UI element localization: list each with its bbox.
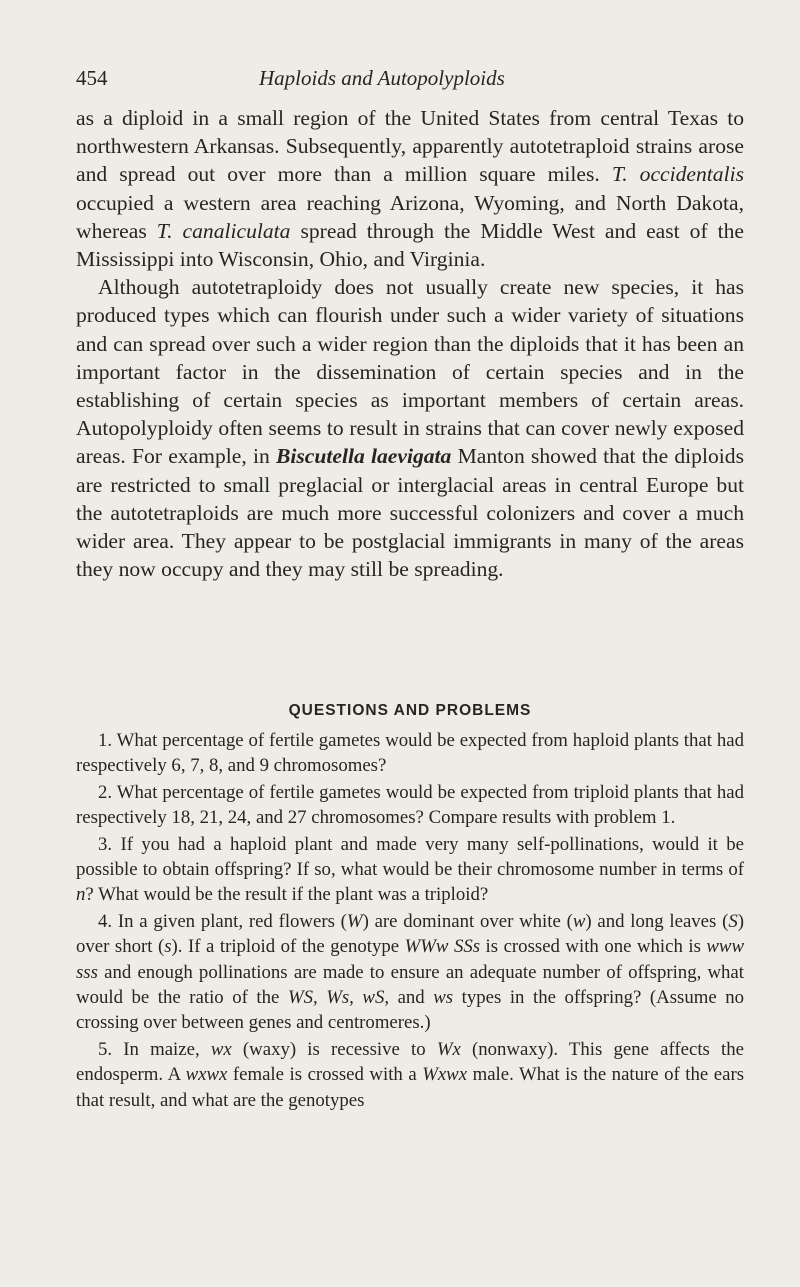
section-heading: QUESTIONS AND PROBLEMS <box>288 702 532 719</box>
question-item: 2. What percentage of fertile gametes would be expected from triploid plants that had respectively 18, 21, 24, and 27 chromosomes? Compare results with problem 1. <box>76 781 744 829</box>
body-text <box>76 104 744 583</box>
page-number: 454 <box>76 66 108 90</box>
species-name: T. canaliculata <box>156 218 291 243</box>
question-item: 1. What percentage of fertile gametes would be expected from haploid plants that had respectively 6, 7, 8, and 9 chromosomes? <box>76 730 744 777</box>
questions-list <box>76 728 744 1113</box>
page-header <box>76 60 740 96</box>
paragraph: Although autotetraploidy does not usually create new species, it has produced types which can flourish under such a wider variety of situations and can spread over such a wider region than the diploids that it has been an important factor in the dissemination of certain species and in the establishing of certain species as important members of certain areas. Autopolyploidy often seems to result in strains that can cover newly exposed areas. For example, in Biscutella laevigata Manton showed that the diploids are restricted to small preglacial or interglacial areas in central Europe but the autotetraploids are much more successful colonizers and cover a much wider area. They appear to be postglacial immigrants in many of the areas they now occupy and they may still be spreading. <box>76 275 744 582</box>
running-title: Haploids and Autopolyploids <box>259 66 505 90</box>
species-name: T. occidentalis <box>611 162 745 187</box>
question-item: 5. In maize, wx (waxy) is recessive to Wx (nonwaxy). This gene affects the endosperm. A wxwx female is crossed with a Wxwx male. What is the nature of the ears that result, and what are the genotypes <box>76 1038 745 1111</box>
species-name: Biscutella laevigata <box>275 444 452 469</box>
paragraph: as a diploid in a small region of the United States from central Texas to northwestern Arkansas. Subsequently, apparently autotetraploid strains arose and spread out over more than a million square miles. T. occidentalis occupied a western area reaching Arizona, Wyoming, and North Dakota, whereas T. canaliculata spread through the Middle West and east of the Mississippi into Wisconsin, Ohio, and Virginia. <box>76 106 745 272</box>
question-item: 4. In a given plant, red flowers (W) are dominant over white (w) and long leaves (S) over short (s). If a triploid of the genotype WWw SSs is crossed with one which is www sss and enough pollinations are made to ensure an adequate number of offspring, what would be the ratio of the WS, Ws, wS, and ws types in the offspring? (Assume no crossing over between genes and centromeres.) <box>76 910 744 1034</box>
question-item: 3. If you had a haploid plant and made very many self-pollinations, would it be possible to obtain offspring? If so, what would be their chromosome number in terms of n? What would be the result if the plant was a triploid? <box>76 833 744 906</box>
